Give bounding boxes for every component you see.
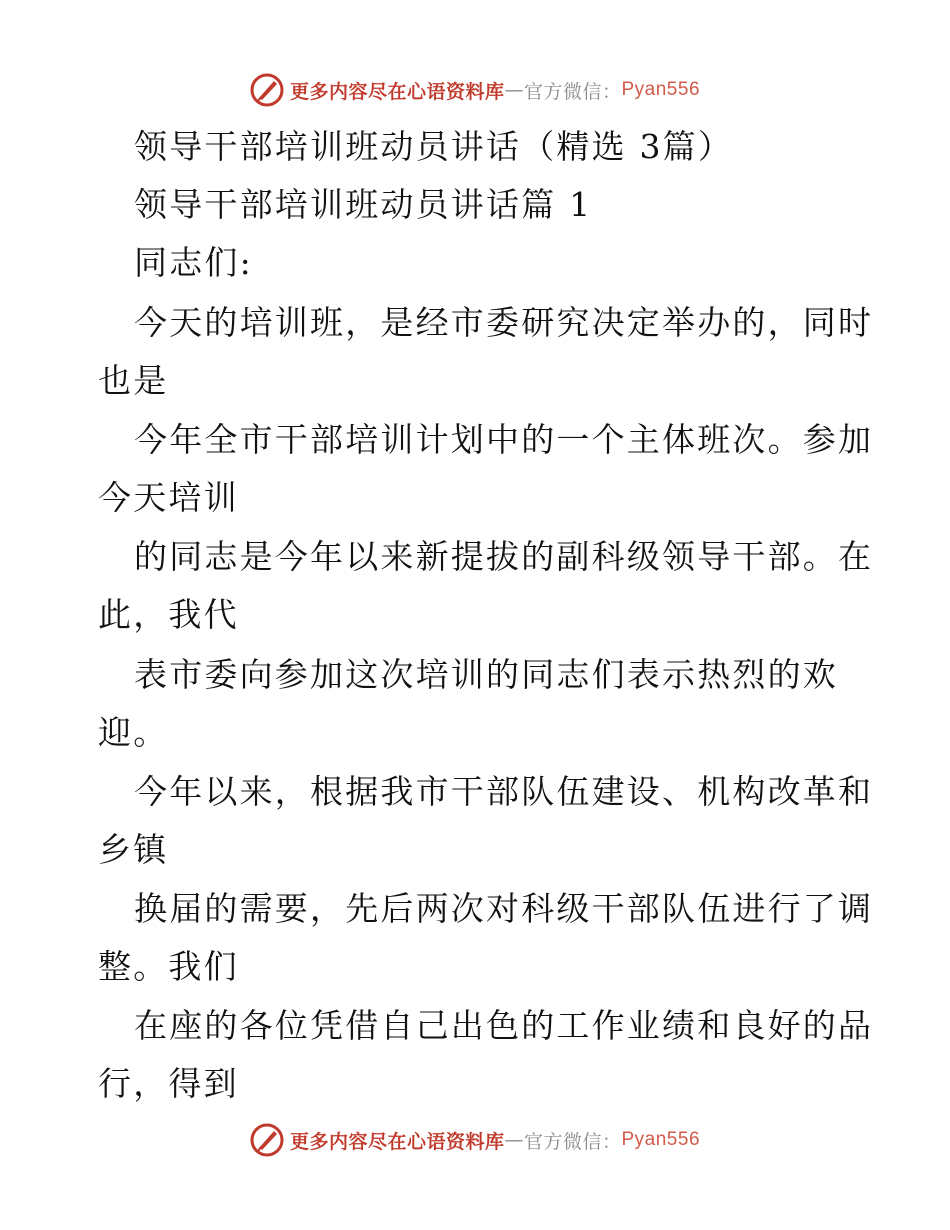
text-line: 迎。 — [98, 713, 169, 752]
text-line: 表市委向参加这次培训的同志们表示热烈的欢 — [134, 655, 838, 694]
quill-logo-icon — [250, 1123, 284, 1157]
footer-banner — [0, 1120, 950, 1160]
salutation: 同志们: — [134, 243, 253, 282]
text-line: 今天培训 — [98, 478, 239, 517]
banner-title: 更多内容尽在心语资料库 — [289, 80, 505, 103]
quill-logo-icon — [250, 73, 284, 107]
text-line: 换届的需要，先后两次对科级干部队伍进行了调 — [134, 889, 874, 928]
banner-wechat-label: 官方微信： — [523, 1130, 622, 1153]
header-banner — [0, 70, 950, 110]
text-line: 今天的培训班，是经市委研究决定举办的，同时 — [134, 303, 874, 342]
text-line: 今年全市干部培训计划中的一个主体班次。参加 — [134, 420, 874, 459]
document-title: 领导干部培训班动员讲话（精选 3篇） — [134, 127, 734, 166]
text-line: 也是 — [98, 361, 169, 400]
text-line: 的同志是今年以来新提拔的副科级领导干部。在 — [134, 537, 874, 576]
text-line: 在座的各位凭借自己出色的工作业绩和良好的品 — [134, 1006, 874, 1045]
text-line: 今年以来，根据我市干部队伍建设、机构改革和 — [134, 772, 874, 811]
banner-separator: — — [504, 79, 524, 101]
banner-title: 更多内容尽在心语资料库 — [289, 1130, 505, 1153]
text-line: 行，得到 — [98, 1064, 239, 1103]
banner-wechat-id: Pyan556 — [621, 79, 701, 100]
text-line: 此，我代 — [98, 595, 239, 634]
banner-separator: — — [504, 1129, 524, 1151]
banner-wechat-id: Pyan556 — [621, 1129, 701, 1150]
section-heading: 领导干部培训班动员讲话篇 1 — [134, 185, 593, 224]
text-line: 乡镇 — [98, 830, 169, 869]
text-line: 整。我们 — [98, 947, 239, 986]
banner-wechat-label: 官方微信： — [523, 80, 622, 103]
